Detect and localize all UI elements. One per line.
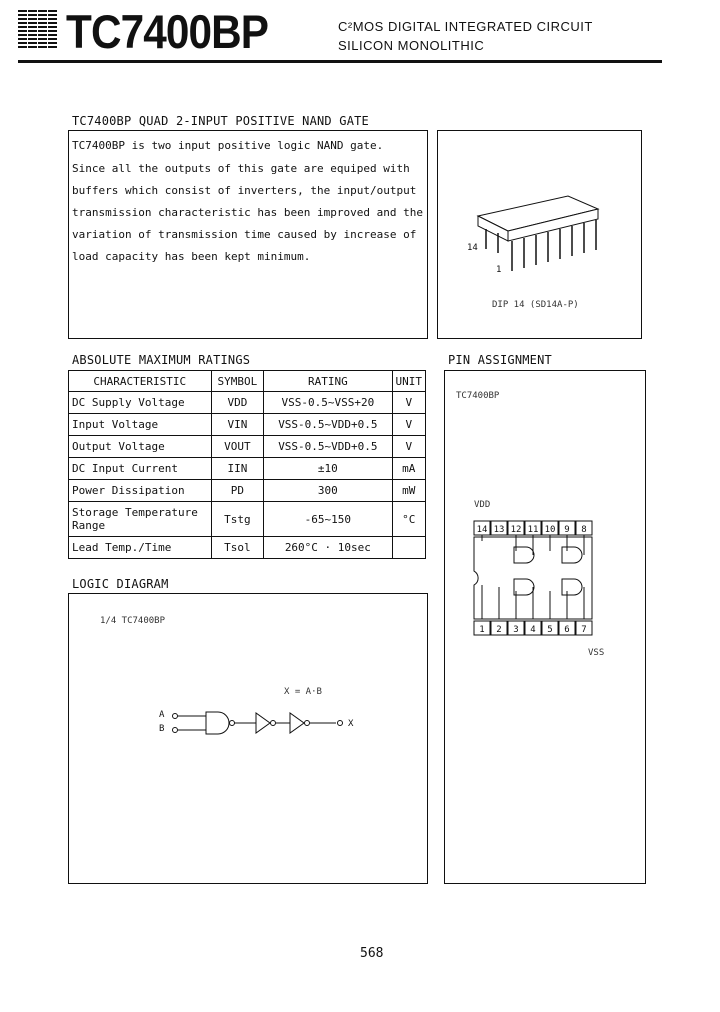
table-row — [69, 537, 426, 559]
table-cell: VIN — [211, 414, 264, 436]
top-pin-label: 12 — [510, 525, 522, 535]
table-cell: VOUT — [211, 436, 264, 458]
header-rule — [18, 60, 662, 63]
nand-gate-icon — [562, 547, 582, 563]
table-cell: V — [392, 414, 426, 436]
subtitle-line-1: C²MOS DIGITAL INTEGRATED CIRCUIT — [338, 19, 593, 34]
toshiba-logo — [18, 10, 58, 50]
top-pin-label: 9 — [564, 525, 570, 535]
output-x-label: X — [348, 719, 354, 729]
package-pin-1-label: 1 — [496, 265, 502, 275]
bottom-pin-label: 5 — [547, 625, 553, 635]
table-row — [69, 414, 426, 436]
table-cell: 300 — [264, 480, 392, 502]
table-header-row — [69, 371, 426, 392]
table-row — [69, 392, 426, 414]
package-pin-14-label: 14 — [467, 243, 478, 253]
pin-device-label: TC7400BP — [456, 391, 500, 401]
top-pin-label: 13 — [493, 525, 505, 535]
logic-caption: 1/4 TC7400BP — [100, 616, 166, 626]
table-cell: VSS-0.5~VDD+0.5 — [264, 436, 392, 458]
table-cell: mW — [392, 480, 426, 502]
table-cell: PD — [211, 480, 264, 502]
table-cell: Input Voltage — [69, 414, 212, 436]
input-a-terminal-icon — [173, 714, 178, 719]
ratings-title: ABSOLUTE MAXIMUM RATINGS — [72, 353, 251, 367]
input-b-terminal-icon — [173, 728, 178, 733]
table-cell: V — [392, 392, 426, 414]
table-cell: Output Voltage — [69, 436, 212, 458]
table-header: UNIT — [392, 371, 426, 392]
table-cell: VDD — [211, 392, 264, 414]
table-cell: DC Input Current — [69, 458, 212, 480]
vdd-label: VDD — [474, 500, 491, 510]
pin-assignment-diagram — [470, 515, 610, 645]
table-row — [69, 458, 426, 480]
input-a-label: A — [159, 710, 165, 720]
description-line: transmission characteristic has been improved and the — [72, 206, 423, 219]
nand-gate-icon — [514, 547, 534, 563]
bottom-pin-label: 4 — [530, 625, 536, 635]
part-number: TC7400BP — [66, 5, 269, 58]
table-cell: 260°C · 10sec — [264, 537, 392, 559]
inversion-bubble-icon — [271, 721, 276, 726]
table-cell — [392, 537, 426, 559]
bottom-pin-label: 6 — [564, 625, 570, 635]
logic-title: LOGIC DIAGRAM — [72, 577, 169, 591]
table-cell: ±10 — [264, 458, 392, 480]
table-row — [69, 436, 426, 458]
input-b-label: B — [159, 724, 165, 734]
pin-assignment-title: PIN ASSIGNMENT — [448, 353, 552, 367]
description-line: variation of transmission time caused by increase of — [72, 228, 417, 241]
table-cell: V — [392, 436, 426, 458]
table-cell: Lead Temp./Time — [69, 537, 212, 559]
table-cell: Storage Temperature Range — [69, 502, 212, 537]
description-line: Since all the outputs of this gate are equiped with — [72, 162, 410, 175]
buffer-inverter-icon — [290, 713, 304, 733]
bottom-pin-label: 2 — [496, 625, 502, 635]
package-caption: DIP 14 (SD14A-P) — [492, 300, 579, 310]
description-line: buffers which consist of inverters, the input/output — [72, 184, 417, 197]
top-pin-label: 8 — [581, 525, 587, 535]
table-header: SYMBOL — [211, 371, 264, 392]
logic-schematic — [166, 700, 356, 750]
description-line: load capacity has been kept minimum. — [72, 250, 311, 263]
table-cell: Tsol — [211, 537, 264, 559]
table-cell: DC Supply Voltage — [69, 392, 212, 414]
table-cell: Power Dissipation — [69, 480, 212, 502]
table-cell: -65~150 — [264, 502, 392, 537]
table-cell: Tstg — [211, 502, 264, 537]
top-pin-label: 10 — [544, 525, 556, 535]
page-number: 568 — [360, 946, 384, 961]
description-title: TC7400BP QUAD 2-INPUT POSITIVE NAND GATE — [72, 114, 369, 128]
bottom-pin-label: 1 — [479, 625, 485, 635]
inversion-bubble-icon — [305, 721, 310, 726]
table-row — [69, 480, 426, 502]
table-header: RATING — [264, 371, 392, 392]
nand-gate-icon — [562, 579, 582, 595]
top-pin-label: 11 — [527, 525, 539, 535]
subtitle-line-2: SILICON MONOLITHIC — [338, 38, 485, 53]
table-row — [69, 502, 426, 537]
table-cell: mA — [392, 458, 426, 480]
description-line: TC7400BP is two input positive logic NAND gate. — [72, 139, 384, 152]
table-cell: VSS-0.5~VSS+20 — [264, 392, 392, 414]
nand-gate-icon — [206, 712, 229, 734]
ratings-table — [68, 370, 426, 559]
bottom-pin-label: 3 — [513, 625, 519, 635]
vss-label: VSS — [588, 648, 605, 658]
table-header: CHARACTERISTIC — [69, 371, 212, 392]
table-cell: IIN — [211, 458, 264, 480]
output-x-terminal-icon — [338, 721, 343, 726]
table-cell: °C — [392, 502, 426, 537]
logic-equation: X = A·B — [284, 687, 322, 697]
bottom-pin-label: 7 — [581, 625, 587, 635]
buffer-inverter-icon — [256, 713, 270, 733]
top-pin-label: 14 — [476, 525, 488, 535]
nand-gate-icon — [514, 579, 534, 595]
table-cell: VSS-0.5~VDD+0.5 — [264, 414, 392, 436]
inversion-bubble-icon — [230, 721, 235, 726]
